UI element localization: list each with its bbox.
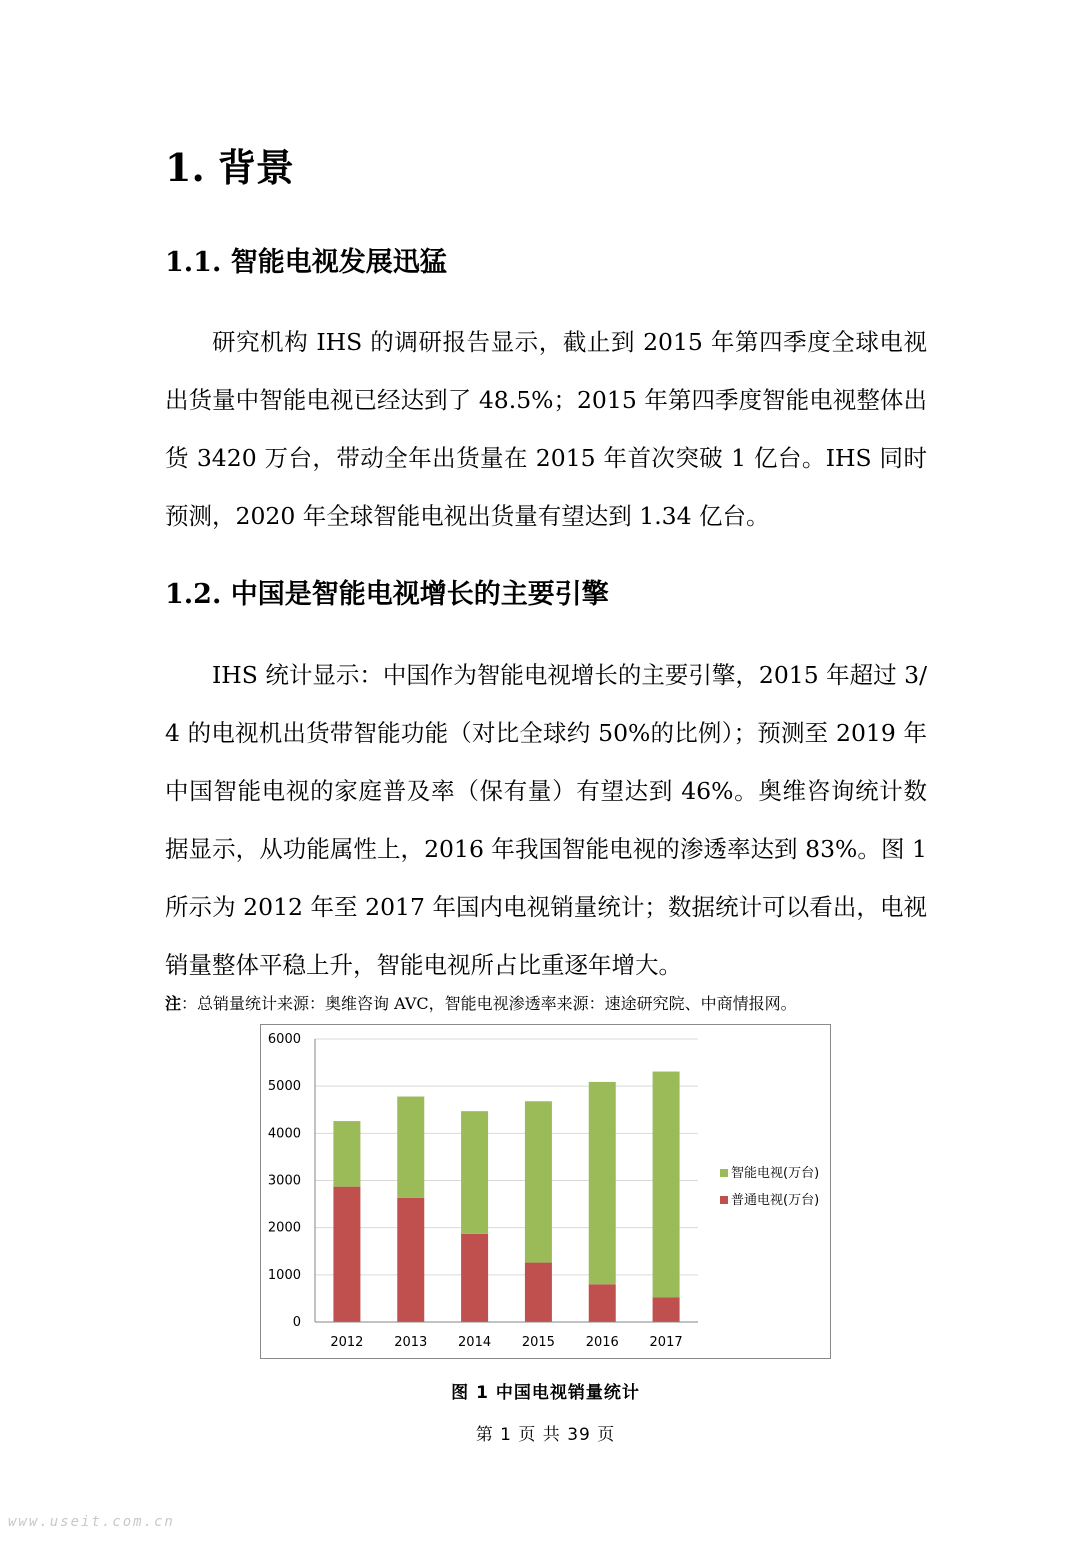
- sales-chart: [260, 1024, 831, 1359]
- bar-2016: [589, 1082, 616, 1284]
- y-tick-label: 3000: [267, 1173, 301, 1189]
- chart-x-axis: [315, 1322, 698, 1350]
- note-label: 注: [165, 994, 182, 1013]
- bar-2014: [461, 1111, 488, 1234]
- legend-label: 普通电视(万台): [731, 1193, 820, 1208]
- chart-bars: [333, 1072, 679, 1322]
- page-footer: 第 1 页 共 39 页: [475, 1425, 616, 1445]
- section-1-1-title: 1.1. 智能电视发展迅猛: [165, 247, 447, 278]
- bar-2015: [525, 1263, 552, 1322]
- bar-2017: [653, 1297, 680, 1322]
- y-tick-label: 1000: [267, 1267, 301, 1283]
- x-tick-label: 2016: [585, 1335, 619, 1350]
- x-tick-label: 2015: [521, 1335, 555, 1350]
- x-tick-label: 2017: [649, 1335, 683, 1350]
- section-1-1-paragraph: 研究机构 IHS 的调研报告显示，截止到 2015 年第四季度全球电视出货量中智能电视已经达到了 48.5%；2015 年第四季度智能电视整体出货 3420 万台，带动全年出货量在 2015 年首次突破 1 亿台。IHS 同时预测，2020 年全球智能电视出货量有望达到 1.34 亿台。: [165, 328, 927, 530]
- y-tick-label: 2000: [267, 1220, 301, 1236]
- section-1-2-title: 1.2. 中国是智能电视增长的主要引擎: [165, 579, 609, 610]
- figure-caption: 图 1 中国电视销量统计: [451, 1383, 640, 1403]
- legend-swatch: [720, 1196, 728, 1204]
- bar-2012: [333, 1187, 360, 1322]
- y-tick-label: 4000: [267, 1126, 301, 1142]
- x-tick-label: 2012: [330, 1335, 364, 1350]
- section-1-2-paragraph: IHS 统计显示：中国作为智能电视增长的主要引擎，2015 年超过 3/4 的电视机出货带智能功能（对比全球约 50%的比例）；预测至 2019 年中国智能电视的家庭普及率（保有量）有望达到 46%。奥维咨询统计数据显示，从功能属性上，2016 年我国智能电视的渗透率达到 83%。图 1 所示为 2012 年至 2017 年国内电视销量统计；数据统计可以看出，电视销量整体平稳上升，智能电视所占比重逐年增大。: [165, 661, 927, 979]
- x-tick-label: 2014: [458, 1335, 492, 1350]
- page-heading: 1. 背景: [165, 145, 294, 190]
- y-tick-label: 5000: [267, 1079, 301, 1095]
- chart-legend: [720, 1165, 819, 1208]
- x-tick-label: 2013: [394, 1335, 428, 1350]
- bar-2017: [653, 1072, 680, 1298]
- bar-2013: [397, 1097, 424, 1198]
- source-note: [165, 990, 955, 1018]
- watermark: www.useit.com.cn: [8, 1514, 175, 1530]
- bar-2015: [525, 1101, 552, 1262]
- chart-gridlines: [315, 1039, 698, 1322]
- bar-2016: [589, 1284, 616, 1322]
- bar-2014: [461, 1234, 488, 1322]
- sales-chart-svg: [261, 1025, 832, 1360]
- bar-2013: [397, 1198, 424, 1322]
- legend-swatch: [720, 1169, 728, 1177]
- note-text: ：总销量统计来源：奥维咨询 AVC，智能电视渗透率来源：速途研究院、中商情报网。: [181, 994, 797, 1013]
- y-tick-label: 6000: [267, 1032, 301, 1047]
- bar-2012: [333, 1121, 360, 1187]
- y-tick-label: 0: [292, 1315, 301, 1330]
- legend-label: 智能电视(万台): [731, 1166, 820, 1181]
- chart-y-axis: [268, 1032, 315, 1330]
